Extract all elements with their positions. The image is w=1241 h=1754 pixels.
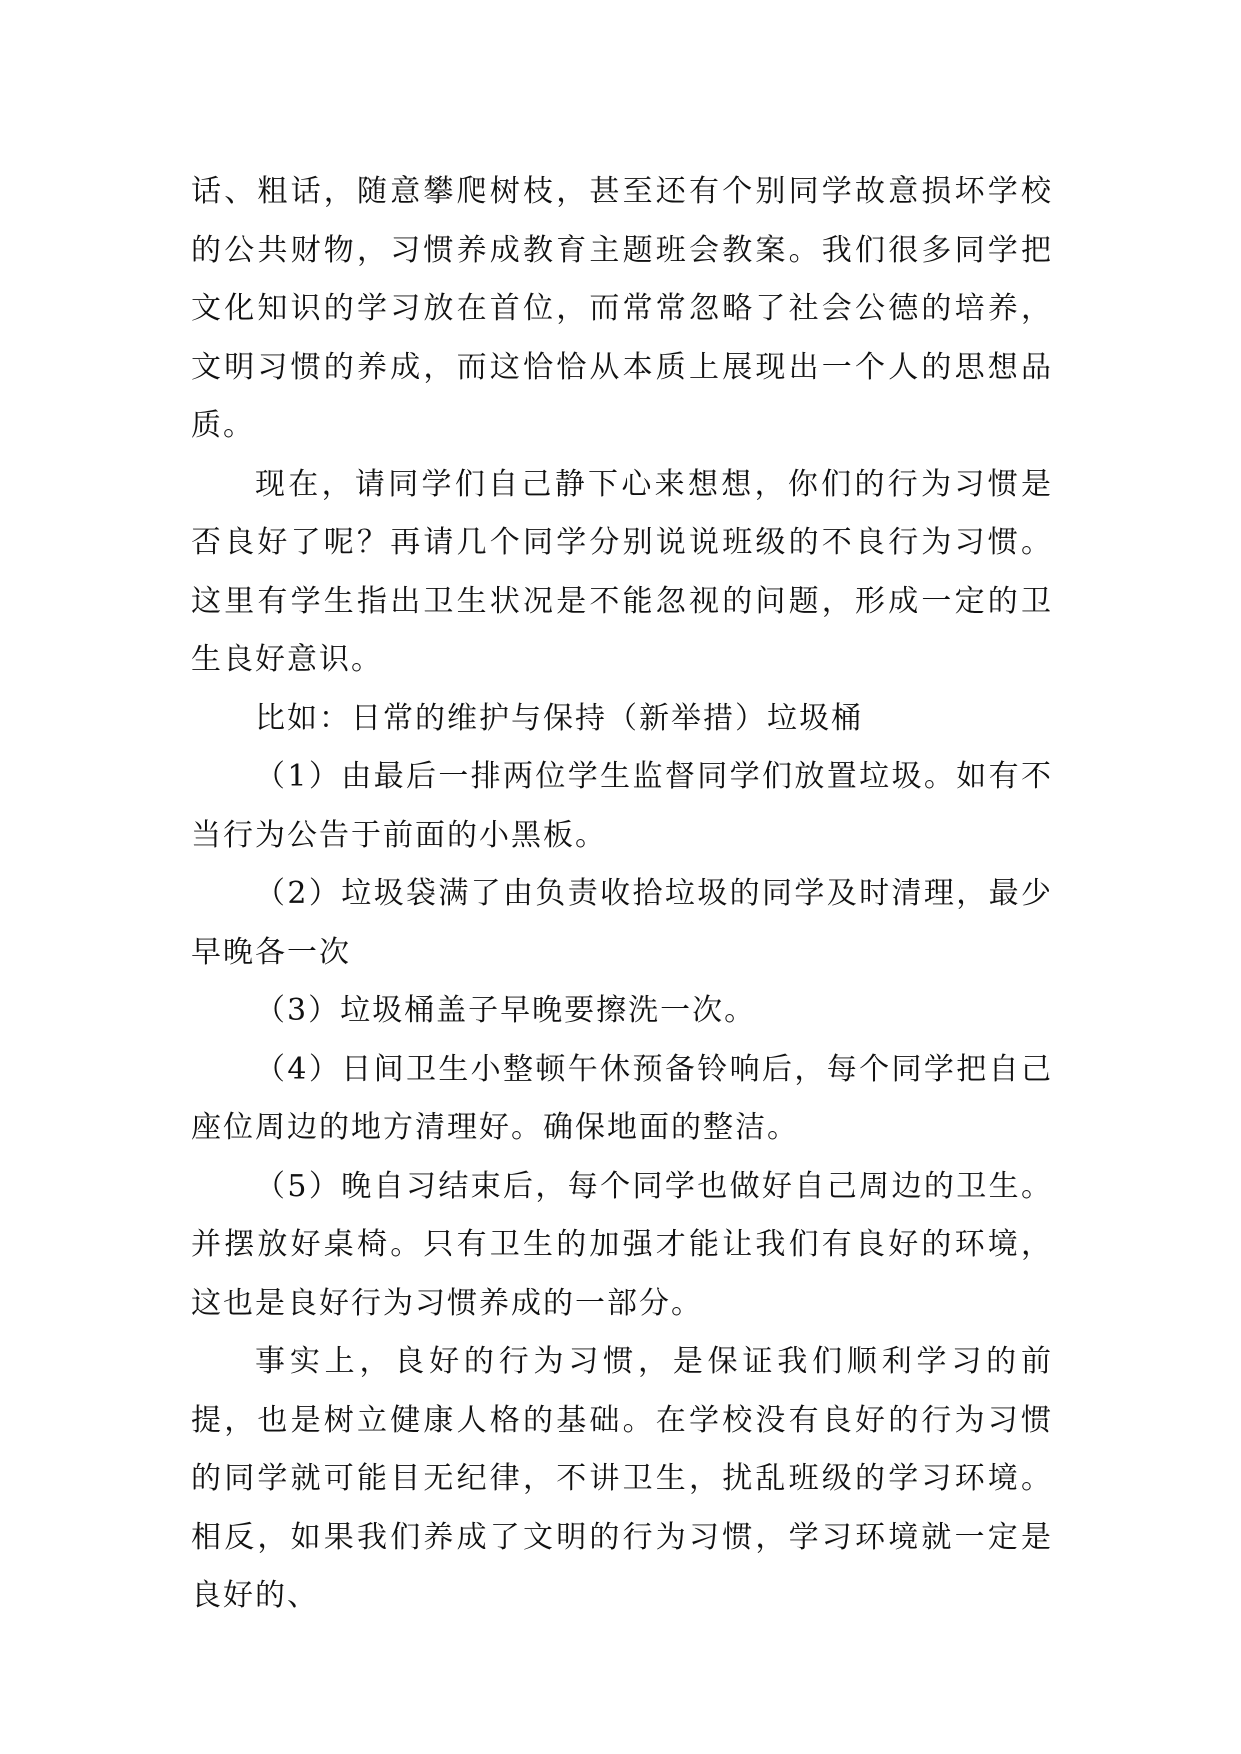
- list-item-3: （3）垃圾桶盖子早晚要擦洗一次。: [255, 993, 757, 1028]
- paragraph-1: 话、粗话，随意攀爬树枝，甚至还有个别同学故意损坏学校的公共财物，习惯养成教育主题班会教案。我们很多同学把文化知识的学习放在首位，而常常忽略了社会公德的培养，文明习惯的养成，而这恰恰从本质上展现出一个人的思想品质。: [191, 174, 1053, 443]
- paragraph-2: 现在，请同学们自己静下心来想想，你们的行为习惯是否良好了呢？再请几个同学分别说说班级的不良行为习惯。这里有学生指出卫生状况是不能忽视的问题，形成一定的卫生良好意识。: [191, 466, 1053, 677]
- list-item-5: （5）晚自习结束后，每个同学也做好自己周边的卫生。并摆放好桌椅。只有卫生的加强才能让我们有良好的环境，这也是良好行为习惯养成的一部分。: [191, 1168, 1053, 1321]
- list-item-1: （1）由最后一排两位学生监督同学们放置垃圾。如有不当行为公告于前面的小黑板。: [191, 759, 1053, 853]
- list-item-4: （4）日间卫生小整顿午休预备铃响后，每个同学把自己座位周边的地方清理好。确保地面的整洁。: [191, 1051, 1053, 1145]
- paragraph-4: 事实上，良好的行为习惯，是保证我们顺利学习的前提，也是树立健康人格的基础。在学校没有良好的行为习惯的同学就可能目无纪律，不讲卫生，扰乱班级的学习环境。相反，如果我们养成了文明的行为习惯，学习环境就一定是良好的、: [191, 1344, 1053, 1613]
- list-item-2: （2）垃圾袋满了由负责收拾垃圾的同学及时清理，最少早晚各一次: [191, 876, 1053, 970]
- paragraph-3: 比如：日常的维护与保持（新举措）垃圾桶: [255, 700, 863, 736]
- document-body: [191, 163, 1053, 1626]
